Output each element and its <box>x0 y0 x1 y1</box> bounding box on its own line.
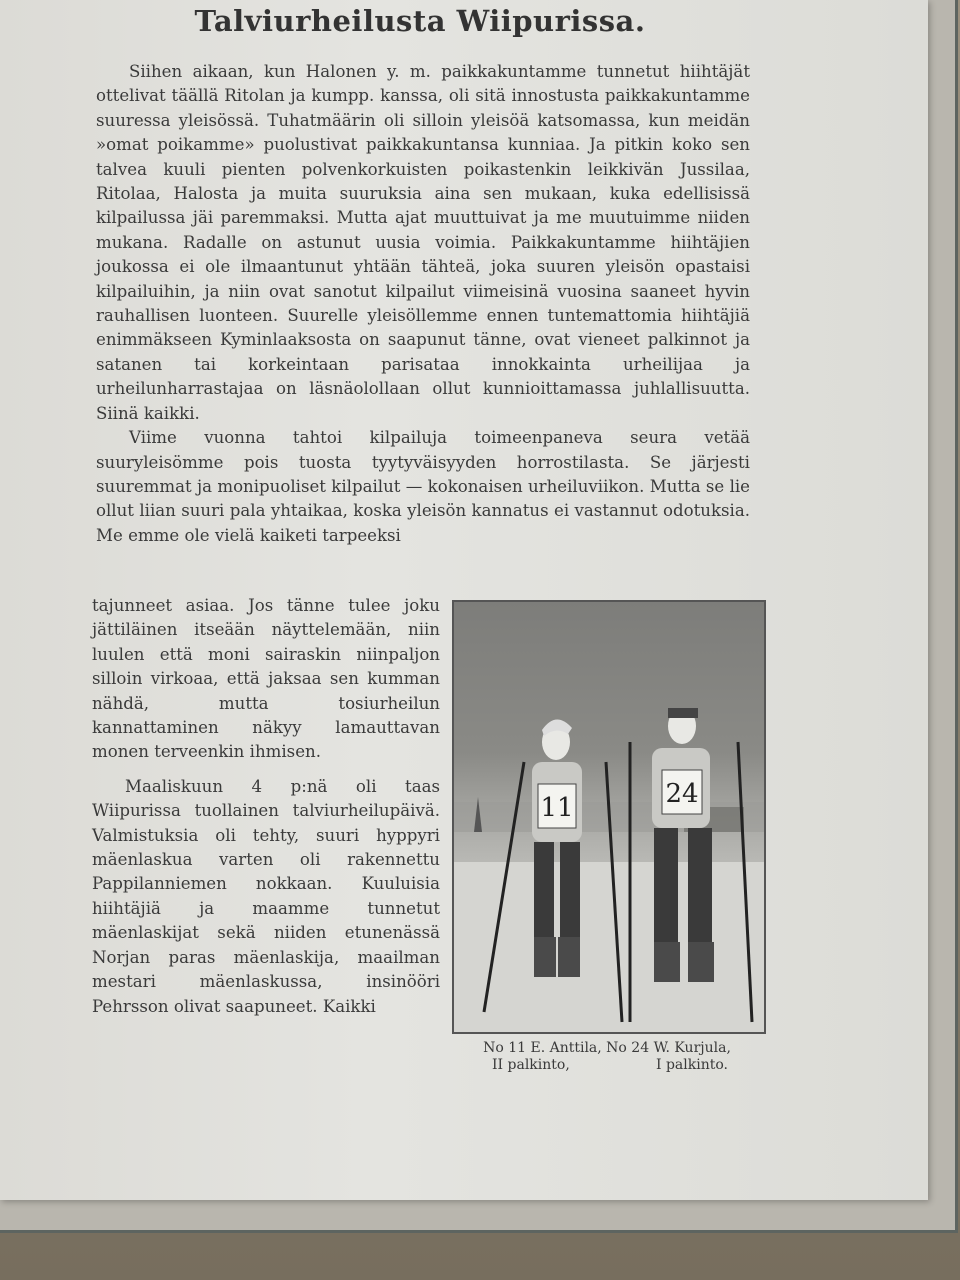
photo-caption <box>452 1040 762 1074</box>
paragraph-2-start: Viime vuonna tahtoi kilpailuja toimeenpaneva seura vetää suuryleisömme pois tuosta tyytyväisyyden horrostilasta. Se järjesti suuremmat ja monipuoliset kilpailut — kokonaisen urheiluviikon. Mutta se lie ollut liian suuri pala yhtaikaa, koska yleisön kannatus ei vastannut odotuksia. Me emme ole vielä kaiketi tarpeeksi <box>96 428 750 545</box>
article-title: Talviurheilusta Wiipurissa. <box>194 4 646 38</box>
paragraph-3: Maaliskuun 4 p:nä oli taas Wiipurissa tuollainen talviurheilupäivä. Valmistuksia oli tehty, suuri hyppyri mäenlaskua varten oli rakennettu Pappilanniemen nokkaan. Kuuluisia hiihtäjiä ja maamme tunnetut mäenlaskijat sekä niiden etunenässä Norjan paras mäenlaskija, maailman mestari mäenlaskussa, insinööri Pehrsson olivat saapuneet. Kaikki <box>92 776 440 1016</box>
caption-line-2 <box>452 1057 762 1074</box>
caption-prize-left: II palkinto, <box>492 1057 570 1073</box>
paragraph-2-end: tajunneet asiaa. Jos tänne tulee joku jättiläinen itseään näyttelemään, niin luulen että moni sairaskin niinpaljon silloin virkoaa, että jaksaa sen kumman nähdä, mutta tosiurheilun kannattaminen näkyy lamauttavan monen terveenkin ihmisen. <box>92 596 440 762</box>
text-column-top <box>96 60 750 548</box>
bib-11: 11 <box>540 793 574 823</box>
bib-24: 24 <box>665 779 699 809</box>
text-column-left <box>92 594 440 1019</box>
caption-prize-right: I palkinto. <box>655 1057 728 1073</box>
caption-line-1: No 11 E. Anttila, No 24 W. Kurjula, <box>483 1040 731 1056</box>
skiers-illustration <box>454 602 764 1032</box>
skiers-photo <box>452 600 766 1034</box>
paragraph-1: Siihen aikaan, kun Halonen y. m. paikkakuntamme tunnetut hiihtäjät ottelivat täällä Ritolan ja kumpp. kanssa, oli sitä innostusta paikkakuntamme suuressa yleisössä. Tuhatmäärin oli silloin yleisöä katsomassa, kun meidän »omat poikamme» puolustivat paikkakuntansa kunniaa. Ja pitkin koko sen talvea kuuli pienten polvenkorkuisten poikastenkin leikkivän Jussilaa, Ritolaa, Halosta ja muita suuruksia aina sen mukaan, kuka edellisissä kilpailussa jäi paremmaksi. Mutta ajat muuttuivat ja me muutuimme niiden mukana. Radalle on astunut uusia voimia. Paikkakuntamme hiihtäjien joukossa ei ole ilmaantunut yhtään tähteä, joka suuren yleisön opastaisi kilpailuihin, ja niin ovat sanotut kilpailut viimeisinä vuosina saaneet hyvin rauhallisen luonteen. Suurelle yleisöllemme ennen tuntemattomia hiihtäjiä enimmäkseen Kyminlaaksosta on saapunut tänne, ovat vieneet palkinnot ja satanen tai korkeintaan parisataa innokkainta urheilijaa ja urheilunharrastajaa on läsnäolollaan ollut kunnioittamassa juhlallisuutta. Siinä kaikki. <box>96 62 750 423</box>
